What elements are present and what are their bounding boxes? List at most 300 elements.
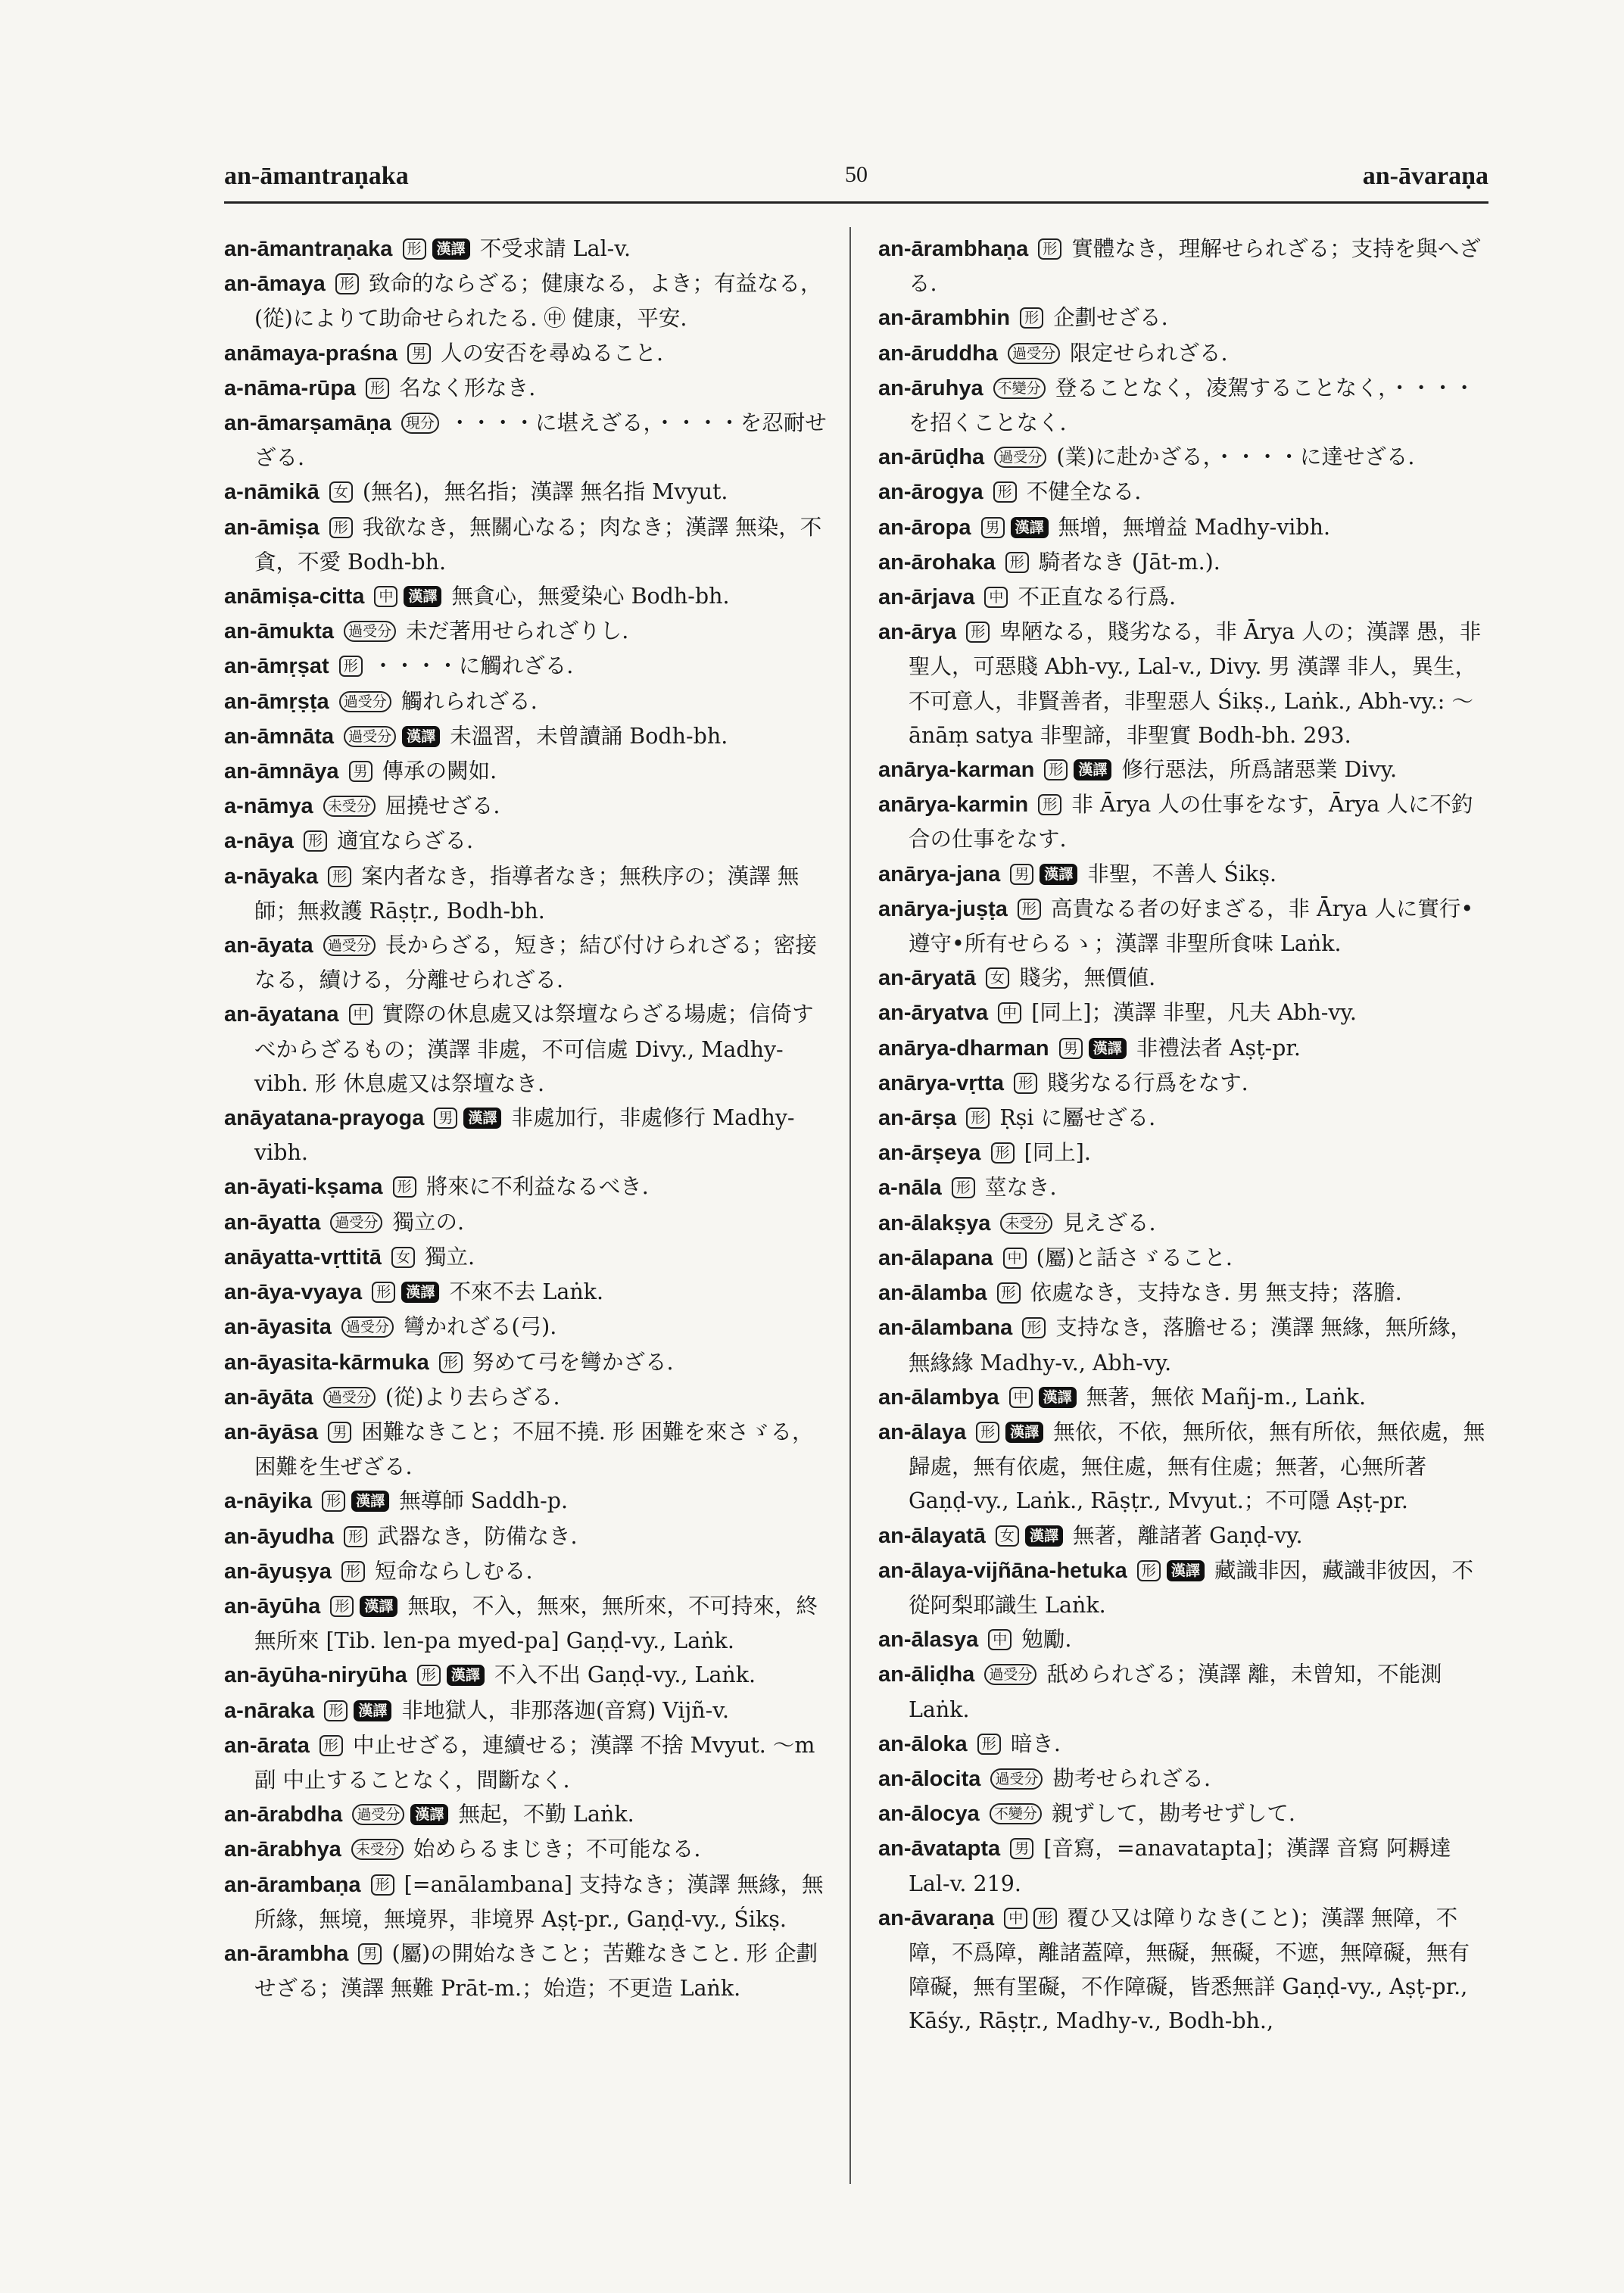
- grammar-tag: 漢譯: [404, 586, 441, 607]
- grammar-tag: 形: [991, 1142, 1015, 1164]
- grammar-tag: 漢譯: [410, 1804, 448, 1825]
- entry-definition: 短命ならしむる.: [375, 1558, 533, 1584]
- entry-definition: 見えざる.: [1062, 1210, 1156, 1235]
- entry-headword: anāmaya-praśna: [224, 341, 397, 366]
- grammar-tag: 形: [335, 273, 359, 294]
- entry-headword: an-ārjava: [878, 585, 975, 610]
- entry-definition: 不來不去 Laṅk.: [449, 1279, 604, 1305]
- entry-definition: 無著，離諸著 Gaṇḍ-vy.: [1073, 1522, 1303, 1548]
- entry-definition: 不入不出 Gaṇḍ-vy., Laṅk.: [494, 1662, 756, 1688]
- dictionary-entry: [224, 510, 834, 579]
- dictionary-entry: [224, 789, 834, 824]
- entry-definition: (業)に赴かざる，・・・・に達せざる.: [1056, 444, 1415, 470]
- grammar-tag: 過受分: [323, 935, 376, 956]
- entry-headword: anārya-juṣṭa: [878, 896, 1008, 921]
- grammar-tag: 形: [976, 1422, 999, 1443]
- grammar-tag: 形: [1044, 759, 1068, 780]
- grammar-tag: 男: [434, 1108, 457, 1129]
- grammar-tag: 男: [349, 761, 372, 782]
- entry-definition: (屬)と話さゞること.: [1036, 1245, 1233, 1270]
- entry-definition: (屬)の開始なきこと；苦難なきこと. 形 企劃せざる；漢譯 無難 Prāt-m.；始造；不更造 Laṅk.: [254, 1940, 818, 2002]
- grammar-tag: 漢譯: [463, 1108, 501, 1129]
- grammar-tag: 形: [341, 1561, 365, 1582]
- grammar-tag: 過受分: [323, 1387, 376, 1408]
- dictionary-entry: [224, 1275, 834, 1310]
- dictionary-entry: [878, 1622, 1488, 1657]
- entry-headword: an-ārohaka: [878, 550, 996, 575]
- entry-definition: 長からざる，短き；結び付けられざる；密接なる，續ける，分離せられざる.: [254, 933, 817, 993]
- dictionary-entry: [224, 406, 834, 475]
- entry-definition: 舐められざる；漢譯 離，未曾知，不能測 Laṅk.: [909, 1662, 1442, 1722]
- entry-headword: a-nāyika: [224, 1489, 313, 1514]
- entry-headword: an-āloka: [878, 1731, 968, 1756]
- grammar-tag: 未受分: [323, 796, 376, 817]
- entry-headword: an-āryatā: [878, 966, 976, 991]
- grammar-tag: 漢譯: [1011, 517, 1049, 538]
- grammar-tag: 形: [997, 1282, 1021, 1304]
- grammar-tag: 過受分: [352, 1804, 404, 1825]
- grammar-tag: 形: [393, 1176, 416, 1198]
- entry-definition: ・・・・に堪えざる，・・・・を忍耐せざる.: [254, 410, 827, 471]
- entry-headword: an-āruddha: [878, 341, 998, 366]
- entry-headword: a-nāmya: [224, 794, 313, 819]
- entry-definition: 無取，不入，無來，無所來，不可持來，終無所來 [Tib. len-pa myed-pa] Gaṇḍ-vy., Laṅk.: [254, 1593, 818, 1654]
- dictionary-entry: [878, 787, 1488, 856]
- grammar-tag: 男: [358, 1943, 382, 1964]
- dictionary-entry: [878, 1206, 1488, 1241]
- grammar-tag: 漢譯: [360, 1596, 397, 1617]
- entry-headword: an-ārṣa: [878, 1106, 957, 1131]
- grammar-tag: 男: [407, 343, 431, 364]
- dictionary-entry: [878, 752, 1488, 787]
- entry-headword: anārya-vṛtta: [878, 1070, 1005, 1095]
- grammar-tag: 女: [391, 1247, 415, 1268]
- entry-headword: anārya-dharman: [878, 1036, 1049, 1061]
- dictionary-entry: [878, 336, 1488, 371]
- entry-definition: 賤劣，無價値.: [1019, 965, 1156, 991]
- grammar-tag: 女: [329, 481, 353, 503]
- entry-definition: [同上]；漢譯 非聖，凡夫 Abh-vy.: [1031, 1000, 1357, 1026]
- dictionary-entry: [224, 1658, 834, 1693]
- entry-definition: 無著，無依 Mañj-m., Laṅk.: [1086, 1384, 1367, 1410]
- grammar-tag: 漢譯: [1074, 759, 1111, 780]
- dictionary-entry: [224, 1484, 834, 1519]
- dictionary-entry: [224, 1101, 834, 1170]
- entry-definition: 適宜ならざる.: [337, 828, 474, 854]
- dictionary-entry: [878, 1066, 1488, 1101]
- grammar-tag: 形: [366, 378, 389, 399]
- grammar-tag: 漢譯: [401, 1282, 439, 1303]
- entry-definition: 親ずして，勘考せずして.: [1051, 1801, 1295, 1827]
- grammar-tag: 漢譯: [1040, 864, 1077, 885]
- grammar-tag: 中: [1009, 1387, 1033, 1408]
- entry-headword: an-āruhya: [878, 375, 983, 400]
- dictionary-entry: [224, 1554, 834, 1589]
- grammar-tag: 中: [349, 1004, 372, 1025]
- grammar-tag: 形: [439, 1352, 463, 1373]
- dictionary-entry: [878, 1310, 1488, 1379]
- dictionary-entry: [878, 1901, 1488, 2039]
- entry-headword: an-ārya: [878, 620, 957, 645]
- entry-definition: (從)より去らざる.: [385, 1384, 560, 1410]
- entry-headword: an-āmiṣa: [224, 515, 320, 540]
- dictionary-entry: [878, 475, 1488, 509]
- grammar-tag: 過受分: [994, 447, 1046, 468]
- entry-definition: 企劃せざる.: [1053, 305, 1168, 331]
- dictionary-entry: [878, 1136, 1488, 1170]
- entry-definition: 獨立.: [425, 1244, 475, 1270]
- entry-headword: an-ārambhaṇa: [878, 237, 1029, 261]
- entry-headword: an-āmantraṇaka: [224, 237, 393, 261]
- dictionary-entry: [224, 1519, 834, 1554]
- entry-headword: an-ārambaṇa: [224, 1872, 361, 1897]
- entry-headword: an-āmukta: [224, 619, 335, 644]
- entry-headword: an-āryatva: [878, 1001, 989, 1026]
- entry-definition: 不健全なる.: [1026, 479, 1142, 505]
- entry-definition: 我欲なき，無關心なる；肉なき；漢譯 無染，不貪，不愛 Bodh-bh.: [254, 514, 822, 575]
- dictionary-entry: [224, 579, 834, 614]
- dictionary-entry: [224, 1415, 834, 1484]
- entry-definition: 非處加行，非處修行 Madhy-vibh.: [254, 1105, 795, 1166]
- grammar-tag: 形: [329, 517, 353, 538]
- entry-headword: an-āyāsa: [224, 1419, 319, 1444]
- grammar-tag: 形: [372, 1282, 395, 1303]
- entry-headword: anāyatta-vṛttitā: [224, 1245, 382, 1270]
- entry-definition: (無名)，無名指；漢譯 無名指 Mvyut.: [362, 479, 728, 505]
- entry-headword: an-āvaraṇa: [878, 1905, 995, 1930]
- entry-headword: an-āya-vyaya: [224, 1280, 363, 1305]
- dictionary-entry: [878, 1727, 1488, 1762]
- entry-headword: an-āyati-kṣama: [224, 1175, 383, 1200]
- entry-headword: an-ālapana: [878, 1245, 993, 1270]
- dictionary-entry: [878, 1380, 1488, 1415]
- page-number: 50: [845, 162, 868, 187]
- column-divider: [849, 227, 851, 2184]
- entry-headword: a-nāyaka: [224, 864, 319, 889]
- dictionary-entry: [878, 1276, 1488, 1310]
- dictionary-entry: [224, 649, 834, 684]
- entry-definition: 獨立の.: [392, 1209, 465, 1235]
- entry-headword: an-ālakṣya: [878, 1210, 991, 1235]
- dictionary-entry: [878, 1831, 1488, 1900]
- entry-definition: 勘考せられざる.: [1052, 1765, 1211, 1791]
- grammar-tag: 形: [1022, 1317, 1046, 1338]
- grammar-tag: 形: [417, 1665, 441, 1686]
- dictionary-entry: [878, 1241, 1488, 1276]
- grammar-tag: 不變分: [993, 378, 1046, 399]
- entry-headword: an-ārambha: [224, 1941, 349, 1966]
- entry-headword: anāyatana-prayoga: [224, 1106, 425, 1131]
- entry-headword: anāmiṣa-citta: [224, 584, 365, 609]
- grammar-tag: 漢譯: [1039, 1387, 1077, 1408]
- grammar-tag: 未受分: [351, 1839, 404, 1860]
- grammar-tag: 中: [984, 587, 1008, 608]
- dictionary-entry: [224, 928, 834, 997]
- grammar-tag: 形: [1137, 1560, 1161, 1581]
- grammar-tag: 漢譯: [354, 1700, 391, 1721]
- grammar-tag: 形: [344, 1526, 367, 1547]
- entry-definition: 非聖，不善人 Śikṣ.: [1087, 861, 1277, 886]
- entry-definition: 努めて弓を彎かざる.: [472, 1349, 674, 1375]
- grammar-tag: 漢譯: [402, 726, 440, 747]
- dictionary-entry: [224, 1170, 834, 1204]
- grammar-tag: 漢譯: [1167, 1560, 1205, 1581]
- dictionary-entry: [878, 545, 1488, 580]
- grammar-tag: 形: [1033, 1908, 1057, 1929]
- entry-definition: ・・・・に觸れざる.: [372, 653, 574, 679]
- dictionary-entry: [224, 1832, 834, 1867]
- dictionary-entry: [224, 1728, 834, 1797]
- entry-headword: an-āmṛṣṭa: [224, 689, 329, 714]
- entry-headword: an-āyatta: [224, 1210, 321, 1235]
- grammar-tag: 女: [996, 1525, 1019, 1547]
- entry-headword: an-āyūha: [224, 1594, 321, 1618]
- entry-definition: 傳承の闕如.: [382, 759, 497, 784]
- grammar-tag: 形: [403, 238, 426, 260]
- grammar-tag: 男: [1010, 864, 1033, 885]
- grammar-tag: 形: [1005, 552, 1029, 573]
- entry-headword: a-nāma-rūpa: [224, 375, 357, 400]
- entry-headword: an-āvatapta: [878, 1837, 1001, 1862]
- grammar-tag: 漢譯: [432, 238, 470, 260]
- dictionary-entry: [224, 1380, 834, 1415]
- dictionary-entry: [878, 1553, 1488, 1622]
- dictionary-entry: [878, 1415, 1488, 1519]
- grammar-tag: 中: [1003, 1248, 1027, 1269]
- header-rule: [224, 201, 1488, 204]
- page-header: [224, 162, 1488, 207]
- entry-headword: an-āyuṣya: [224, 1559, 332, 1584]
- entry-definition: 無依，不依，無所依，無有所依，無依處，無歸處，無有依處，無住處，無有住處；無著，心無所著 Gaṇḍ-vy., Laṅk., Rāṣṭr., Mvyut.；不可隱 Aṣṭ-pr.: [909, 1419, 1485, 1514]
- dictionary-entry: [224, 1797, 834, 1832]
- dictionary-entry: [224, 1345, 834, 1380]
- grammar-tag: 形: [328, 866, 351, 887]
- grammar-tag: 形: [966, 622, 990, 643]
- dictionary-entry: [878, 892, 1488, 961]
- dictionary-entry: [878, 232, 1488, 301]
- right-column: [878, 232, 1488, 2039]
- grammar-tag: 中: [1004, 1908, 1027, 1929]
- entry-definition: 不正直なる行爲.: [1018, 584, 1177, 610]
- entry-definition: 實際の休息處又は祭壇ならざる場處；信倚すべからざるもの；漢譯 非處，不可信處 Divy., Madhy-vibh. 形 休息處又は祭壇なき.: [254, 1002, 814, 1096]
- entry-headword: an-ālaya-vijñāna-hetuka: [878, 1558, 1127, 1583]
- dictionary-entry: [224, 371, 834, 406]
- grammar-tag: 過受分: [984, 1664, 1036, 1685]
- grammar-tag: 形: [339, 656, 363, 677]
- grammar-tag: 漢譯: [1005, 1422, 1043, 1443]
- grammar-tag: 形: [324, 1700, 348, 1721]
- entry-definition: 非禮法者 Aṣṭ-pr.: [1136, 1035, 1301, 1061]
- dictionary-entry: [878, 615, 1488, 752]
- entry-headword: an-ālaya: [878, 1419, 967, 1444]
- grammar-tag: 形: [330, 1596, 354, 1617]
- dictionary-entry: [224, 1205, 834, 1240]
- dictionary-entry: [878, 1170, 1488, 1205]
- dictionary-entry: [224, 1936, 834, 2005]
- dictionary-entry: [878, 1519, 1488, 1553]
- header-left-headword: an-āmantraṇaka: [224, 162, 409, 190]
- grammar-tag: 過受分: [1008, 343, 1060, 364]
- entry-definition: 莖なき.: [984, 1175, 1057, 1201]
- entry-definition: 勉勵.: [1021, 1627, 1072, 1653]
- entry-headword: an-ārṣeya: [878, 1141, 981, 1166]
- dictionary-entry: [878, 1031, 1488, 1066]
- entry-headword: an-ālamba: [878, 1281, 987, 1306]
- entry-definition: 屈撓せざる.: [385, 793, 500, 819]
- grammar-tag: 過受分: [341, 1316, 394, 1338]
- entry-headword: anārya-karman: [878, 758, 1035, 783]
- entry-definition: 依處なき，支持なき. 男 無支持；落膽.: [1030, 1280, 1402, 1306]
- dictionary-entry: [224, 684, 834, 719]
- entry-headword: an-ālayatā: [878, 1523, 986, 1548]
- grammar-tag: 男: [981, 517, 1005, 538]
- entry-headword: an-āmnāta: [224, 724, 335, 749]
- dictionary-entry: [878, 510, 1488, 545]
- entry-headword: an-āyasita: [224, 1315, 332, 1340]
- entry-definition: 支持なき，落膽せる；漢譯 無緣，無所緣，無緣緣 Madhy-v., Abh-vy.: [909, 1315, 1472, 1375]
- dictionary-entry: [878, 1762, 1488, 1796]
- entry-definition: 致命的ならざる；健康なる，よき；有益なる，(從)によりて助命せられたる. ㊥ 健康，平安.: [254, 271, 822, 332]
- entry-headword: an-ārabhya: [224, 1837, 341, 1862]
- entry-definition: 卑陋なる，賤劣なる，非 Ārya 人の；漢譯 愚，非聖人，可惡賤 Abh-vy., Lal-v., Divy. 男 漢譯 非人，異生，不可意人，非賢善者，非聖惡人 Śikṣ., Laṅk., Abh-vy.: ～ānāṃ satya 非聖諦，非聖實 Bodh-bh. 293.: [909, 619, 1482, 748]
- dictionary-entry: [224, 266, 834, 335]
- entry-definition: 覆ひ又は障りなき(こと)；漢譯 無障，不障，不爲障，離諸蓋障，無礙，無礙，不遮，無障礙，無有障礙，無有罣礙，不作障礙，皆悉無詳 Gaṇḍ-vy., Aṣṭ-pr., Kāśy., Rāṣṭr., Madhy-v., Bodh-bh.,: [909, 1905, 1470, 2034]
- entry-headword: an-āyudha: [224, 1524, 335, 1549]
- entry-headword: an-āliḍha: [878, 1662, 975, 1687]
- entry-definition: 彎かれざる(弓).: [404, 1314, 557, 1340]
- entry-definition: 實體なき，理解せられざる；支持を與へざる.: [909, 236, 1481, 297]
- grammar-tag: 形: [320, 1735, 343, 1756]
- grammar-tag: 形: [322, 1491, 345, 1512]
- entry-definition: 修行惡法，所爲諸惡業 Divy.: [1121, 757, 1398, 783]
- grammar-tag: 形: [993, 481, 1017, 503]
- dictionary-entry: [224, 1310, 834, 1344]
- grammar-tag: 不變分: [990, 1803, 1042, 1824]
- dictionary-entry: [878, 857, 1488, 892]
- grammar-tag: 未受分: [1000, 1213, 1052, 1234]
- entry-headword: an-āyāta: [224, 1385, 313, 1410]
- entry-definition: 登ることなく，凌駕することなく，・・・・を招くことなく.: [909, 375, 1476, 436]
- entry-headword: anārya-jana: [878, 861, 1001, 886]
- dictionary-entry: [878, 1101, 1488, 1136]
- entry-definition: 無增，無增益 Madhy-vibh.: [1058, 514, 1331, 540]
- entry-headword: an-āropa: [878, 515, 971, 540]
- grammar-tag: 漢譯: [447, 1665, 485, 1686]
- grammar-tag: 女: [986, 967, 1009, 989]
- entry-definition: 高貴なる者の好まざる，非 Ārya 人に實行•遵守•所有せらるゝ；漢譯 非聖所食味 Laṅk.: [909, 896, 1474, 957]
- dictionary-entry: [224, 754, 834, 789]
- dictionary-entry: [878, 1657, 1488, 1726]
- grammar-tag: 形: [1038, 794, 1061, 815]
- grammar-tag: 漢譯: [351, 1491, 389, 1512]
- entry-headword: an-āyūha-niryūha: [224, 1663, 407, 1688]
- grammar-tag: 過受分: [339, 691, 391, 712]
- entry-headword: a-nāmikā: [224, 480, 320, 505]
- dictionary-entry: [878, 1796, 1488, 1831]
- grammar-tag: 現分: [401, 413, 439, 434]
- entry-headword: a-nāla: [878, 1176, 942, 1201]
- dictionary-entry: [878, 580, 1488, 615]
- entry-headword: an-ālasya: [878, 1628, 979, 1653]
- entry-definition: [=anālambana] 支持なき；漢譯 無緣，無所緣，無境，無境界，非境界 Aṣṭ-pr., Gaṇḍ-vy., Śikṣ.: [254, 1871, 824, 1932]
- entry-headword: an-ārambhin: [878, 306, 1011, 331]
- entry-headword: an-āmaya: [224, 272, 326, 297]
- entry-definition: 案内者なき，指導者なき；無秩序の；漢譯 無師；無救護 Rāṣṭr., Bodh-bh.: [254, 863, 800, 924]
- dictionary-entry: [224, 475, 834, 509]
- entry-definition: [音寫，=anavatapta]；漢譯 音寫 阿耨達 Lal-v. 219.: [909, 1836, 1451, 1896]
- entry-definition: 騎者なき (Jāt-m.).: [1038, 549, 1220, 575]
- dictionary-entry: [878, 440, 1488, 475]
- entry-definition: 無起，不勤 Laṅk.: [458, 1802, 634, 1827]
- entry-definition: 名なく形なき.: [399, 375, 536, 400]
- dictionary-entry: [878, 995, 1488, 1030]
- entry-definition: 藏識非因，藏識非彼因，不從阿梨耶識生 Laṅk.: [909, 1557, 1473, 1618]
- entry-headword: an-ārogya: [878, 480, 983, 505]
- left-column: [224, 232, 834, 2005]
- grammar-tag: 男: [1010, 1838, 1033, 1859]
- entry-headword: an-ārata: [224, 1733, 310, 1758]
- entry-definition: 未だ著用せられざりし.: [406, 618, 629, 644]
- dictionary-entry: [224, 1693, 834, 1728]
- entry-definition: 困難なきこと；不屈不撓. 形 困難を來さゞる，困難を生ぜざる.: [254, 1419, 814, 1480]
- header-right-headword: an-āvaraṇa: [1362, 162, 1488, 190]
- grammar-tag: 形: [952, 1177, 975, 1198]
- entry-headword: a-nāraka: [224, 1698, 315, 1723]
- grammar-tag: 形: [1014, 1073, 1037, 1094]
- dictionary-entry: [224, 1868, 834, 1936]
- dictionary-entry: [878, 961, 1488, 995]
- entry-headword: an-āyatana: [224, 1002, 339, 1027]
- entry-definition: [同上].: [1024, 1140, 1091, 1166]
- entry-headword: an-ārūḍha: [878, 445, 985, 470]
- grammar-tag: 過受分: [330, 1212, 382, 1233]
- entry-definition: 無貪心，無愛染心 Bodh-bh.: [451, 584, 730, 609]
- entry-headword: an-āyasita-kārmuka: [224, 1350, 429, 1375]
- dictionary-entry: [878, 371, 1488, 440]
- grammar-tag: 形: [304, 830, 327, 852]
- entry-definition: 將來に不利益なるべき.: [425, 1174, 649, 1200]
- grammar-tag: 男: [1059, 1038, 1083, 1059]
- dictionary-entry: [224, 336, 834, 371]
- grammar-tag: 漢譯: [1089, 1038, 1127, 1059]
- grammar-tag: 中: [988, 1629, 1011, 1650]
- entry-headword: an-āmnāya: [224, 759, 339, 784]
- dictionary-entry: [224, 232, 834, 266]
- grammar-tag: 形: [1018, 899, 1041, 920]
- entry-definition: 暗き.: [1010, 1731, 1061, 1756]
- grammar-tag: 形: [1038, 238, 1061, 260]
- grammar-tag: 形: [966, 1108, 990, 1129]
- grammar-tag: 形: [977, 1734, 1001, 1755]
- entry-definition: 限定せられざる.: [1070, 340, 1228, 366]
- entry-definition: 非 Ārya 人の仕事をなす，Ārya 人に不釣合の仕事をなす.: [909, 792, 1473, 852]
- dictionary-entry: [224, 1240, 834, 1275]
- entry-headword: an-ālambya: [878, 1385, 999, 1410]
- entry-headword: an-ālocya: [878, 1802, 980, 1827]
- entry-headword: an-ālocita: [878, 1766, 981, 1791]
- grammar-tag: 中: [374, 586, 397, 607]
- dictionary-entry: [878, 301, 1488, 335]
- dictionary-entry: [224, 997, 834, 1101]
- dictionary-entry: [224, 614, 834, 649]
- entry-definition: 觸れられざる.: [401, 688, 538, 714]
- grammar-tag: 過受分: [344, 726, 396, 747]
- entry-definition: Ṛṣi に屬せざる.: [999, 1105, 1156, 1131]
- grammar-tag: 形: [371, 1874, 394, 1896]
- grammar-tag: 過受分: [990, 1768, 1043, 1790]
- entry-definition: 武器なき，防備なき.: [377, 1523, 578, 1549]
- entry-headword: an-ārabdha: [224, 1802, 343, 1827]
